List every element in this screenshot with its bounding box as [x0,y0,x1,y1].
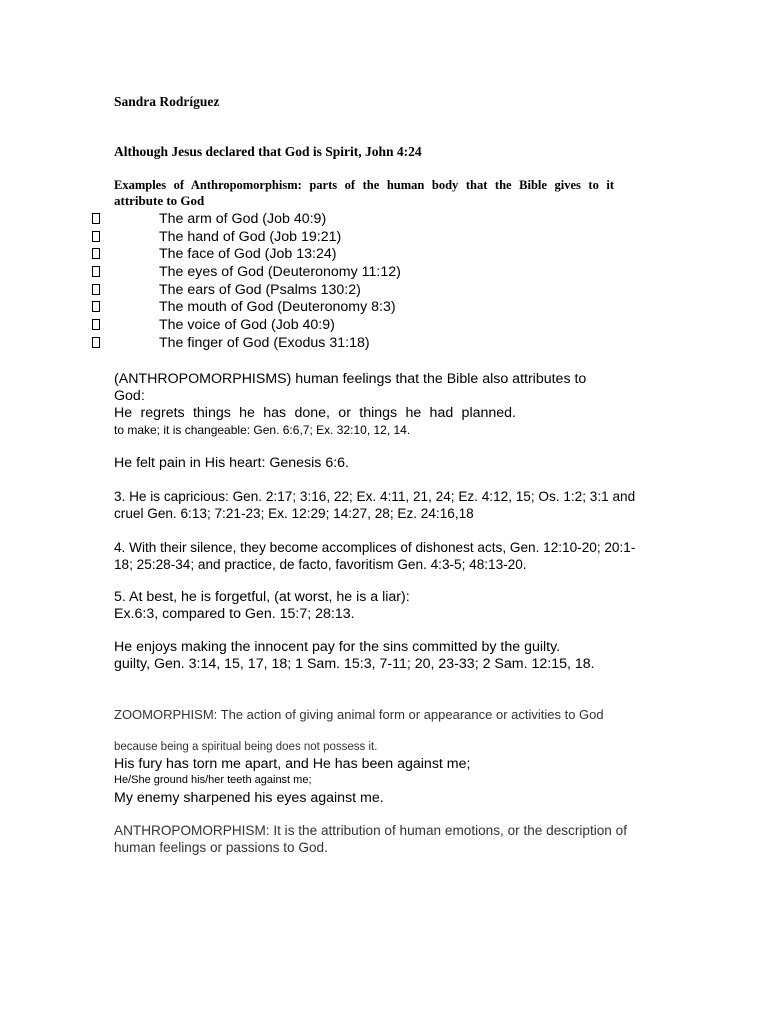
feelings-line1: (ANTHROPOMORPHISMS) human feelings that the Bible also attributes to [114,371,587,387]
anthropomorphism-definition [114,822,627,856]
point4-line1: 4. With their silence, they become accomplices of dishonest acts, Gen. 12:10-20; 20:1- [114,540,636,555]
innocent-line1: He enjoys making the innocent pay for the sins committed by the guilty. [114,639,561,655]
bullet-box-icon [92,231,100,242]
feelings-line2: God: [114,388,145,404]
bullet-box-icon [92,284,100,295]
point4-paragraph [114,539,635,573]
innocent-paragraph [114,639,595,673]
feelings-paragraph [114,371,586,439]
bullet-box-icon [92,266,100,277]
list-item-text: The eyes of God (Deuteronomy 11:12) [159,264,401,281]
zoomorphism-enemy: My enemy sharpened his eyes against me. [114,790,384,806]
bullet-box-icon [92,213,100,224]
anthropomorphism-line1: ANTHROPOMORPHISM: It is the attribution of human emotions, or the description of [114,823,627,838]
point3-line1: 3. He is capricious: Gen. 2:17; 3:16, 22; Ex. 4:11, 21, 24; Ez. 4:12, 15; Os. 1:2; 3:1 and [114,489,636,504]
heading: Although Jesus declared that God is Spirit, John 4:24 [114,144,422,159]
bullet-box-icon [92,301,100,312]
list-item-text: The hand of God (Job 19:21) [159,228,342,245]
bullet-box-icon [92,337,100,348]
point3-line2: cruel Gen. 6:13; 7:21-23; Ex. 12:29; 14:27, 28; Ez. 24:16,18 [114,506,474,521]
list-item-text: The mouth of God (Deuteronomy 8:3) [159,299,396,316]
zoomorphism-teeth: He/She ground his/her teeth against me; [114,774,312,786]
feelings-line4: to make; it is changeable: Gen. 6:6,7; Ex. 32:10, 12, 14. [114,423,411,437]
pain-paragraph: He felt pain in His heart: Genesis 6:6. [114,455,350,471]
point5-line1: 5. At best, he is forgetful, (at worst, he is a liar): [114,589,410,605]
examples-intro [114,178,614,209]
zoomorphism-fury: His fury has torn me apart, and He has been against me; [114,756,471,772]
feelings-line3: He regrets things he has done, or things he had planned. [114,405,516,421]
list-item-text: The ears of God (Psalms 130:2) [159,281,361,298]
bullet-box-icon [92,319,100,330]
innocent-line2: guilty, Gen. 3:14, 15, 17, 18; 1 Sam. 15:3, 7-11; 20, 23-33; 2 Sam. 12:15, 18. [114,656,595,672]
anthropomorphism-line2: human feelings or passions to God. [114,840,328,855]
list-item-text: The voice of God (Job 40:9) [159,317,335,334]
author-name: Sandra Rodríguez [114,94,220,109]
point3-paragraph [114,488,635,522]
zoomorphism-reason: because being a spiritual being does not possess it. [114,741,378,753]
list-item-text: The finger of God (Exodus 31:18) [159,334,370,351]
zoomorphism-definition: ZOOMORPHISM: The action of giving animal form or appearance or activities to God [114,707,604,722]
list-item-text: The face of God (Job 13:24) [159,246,337,263]
examples-intro-line2: attribute to God [114,193,205,208]
point5-line2: Ex.6:3, compared to Gen. 15:7; 28:13. [114,606,355,622]
point4-line2: 18; 25:28-34; and practice, de facto, favoritism Gen. 4:3-5; 48:13-20. [114,557,527,572]
point5-paragraph [114,589,410,623]
examples-intro-line1: Examples of Anthropomorphism: parts of the human body that the Bible gives to it [114,178,614,192]
bullet-box-icon [92,248,100,259]
list-item-text: The arm of God (Job 40:9) [159,211,327,227]
